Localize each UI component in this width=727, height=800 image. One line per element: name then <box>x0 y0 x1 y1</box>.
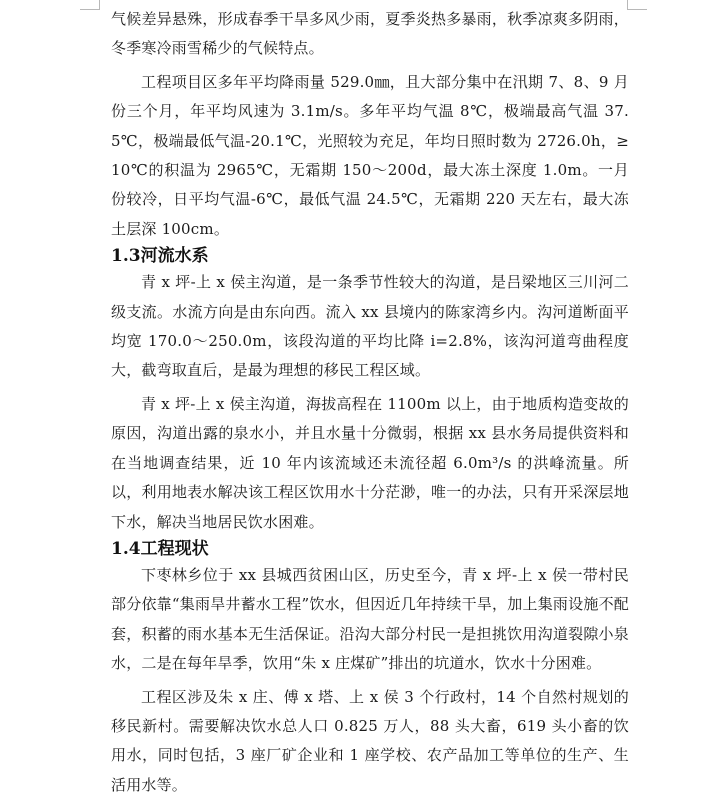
section-heading-project-status: 1.4工程现状 <box>111 538 209 559</box>
section-heading-river-system: 1.3河流水系 <box>111 246 209 267</box>
paragraph-river-water-supply: 青 x 坪-上 x 侯主沟道，海拔高程在 1100m 以上，由于地质构造变故的原因，沟道出露的泉水小，并且水量十分微弱，根据 xx 县水务局提供资料和在当地调查结果，近 10 年内该流域还未流径超 6.0m³/s 的洪峰流量。所以，利用地表水解决该工程区饮用水十分茫渺，唯一的办法，只有开采深层地下水，解决当地居民饮水困难。 <box>111 394 629 531</box>
paragraph-status-scope: 工程区涉及朱 x 庄、傅 x 塔、上 x 侯 3 个行政村，14 个自然村规划的移民新村。需要解决饮水总人口 0.825 万人，88 头大畜，619 头小畜的饮用水，同时包括，3 座厂矿企业和 1 座学校、农产品加工等单位的生产、生活用水等。 <box>111 687 629 794</box>
page-corner-mark-top-left <box>80 0 100 10</box>
paragraph-climate-continued: 气候差异悬殊，形成春季干旱多风少雨，夏季炎热多暴雨，秋季凉爽多阴雨，冬季寒冷雨雪稀少的气候特点。 <box>111 10 629 58</box>
paragraph-climate-stats: 工程项目区多年平均降雨量 529.0㎜，且大部分集中在汛期 7、8、9 月份三个月，年平均风速为 3.1m/s。多年平均气温 8℃，极端最高气温 37.5℃，极端最低气温-20.1℃，光照较为充足，年均日照时数为 2726.0h，≥10℃的积温为 2965℃，无霜期 150～200d，最大冻土深度 1.0m。一月份较冷，日平均气温-6℃，最低气温 24.5℃，无霜期 220 天左右，最大冻土层深 100cm。 <box>111 72 629 238</box>
paragraph-river-description: 青 x 坪-上 x 侯主沟道，是一条季节性较大的沟道，是吕梁地区三川河二级支流。水流方向是由东向西。流入 xx 县境内的陈家湾乡内。沟河道断面平均宽 170.0～250.0m，该段沟道的平均比降 i=2.8%，该沟河道弯曲程度大，截弯取直后，是最为理想的移民工程区域。 <box>111 273 629 380</box>
paragraph-status-location: 下枣林乡位于 xx 县城西贫困山区，历史至今，青 x 坪-上 x 侯一带村民部分依靠“集雨旱井蓄水工程”饮水，但因近几年持续干旱，加上集雨设施不配套，积蓄的雨水基本无生活保证。沿沟大部分村民一是担挑饮用沟道裂隙小泉水，二是在每年旱季，饮用“朱 x 庄煤矿”排出的坑道水，饮水十分困难。 <box>111 565 629 673</box>
page-corner-mark-top-right <box>627 0 647 10</box>
document-body <box>111 5 629 800</box>
